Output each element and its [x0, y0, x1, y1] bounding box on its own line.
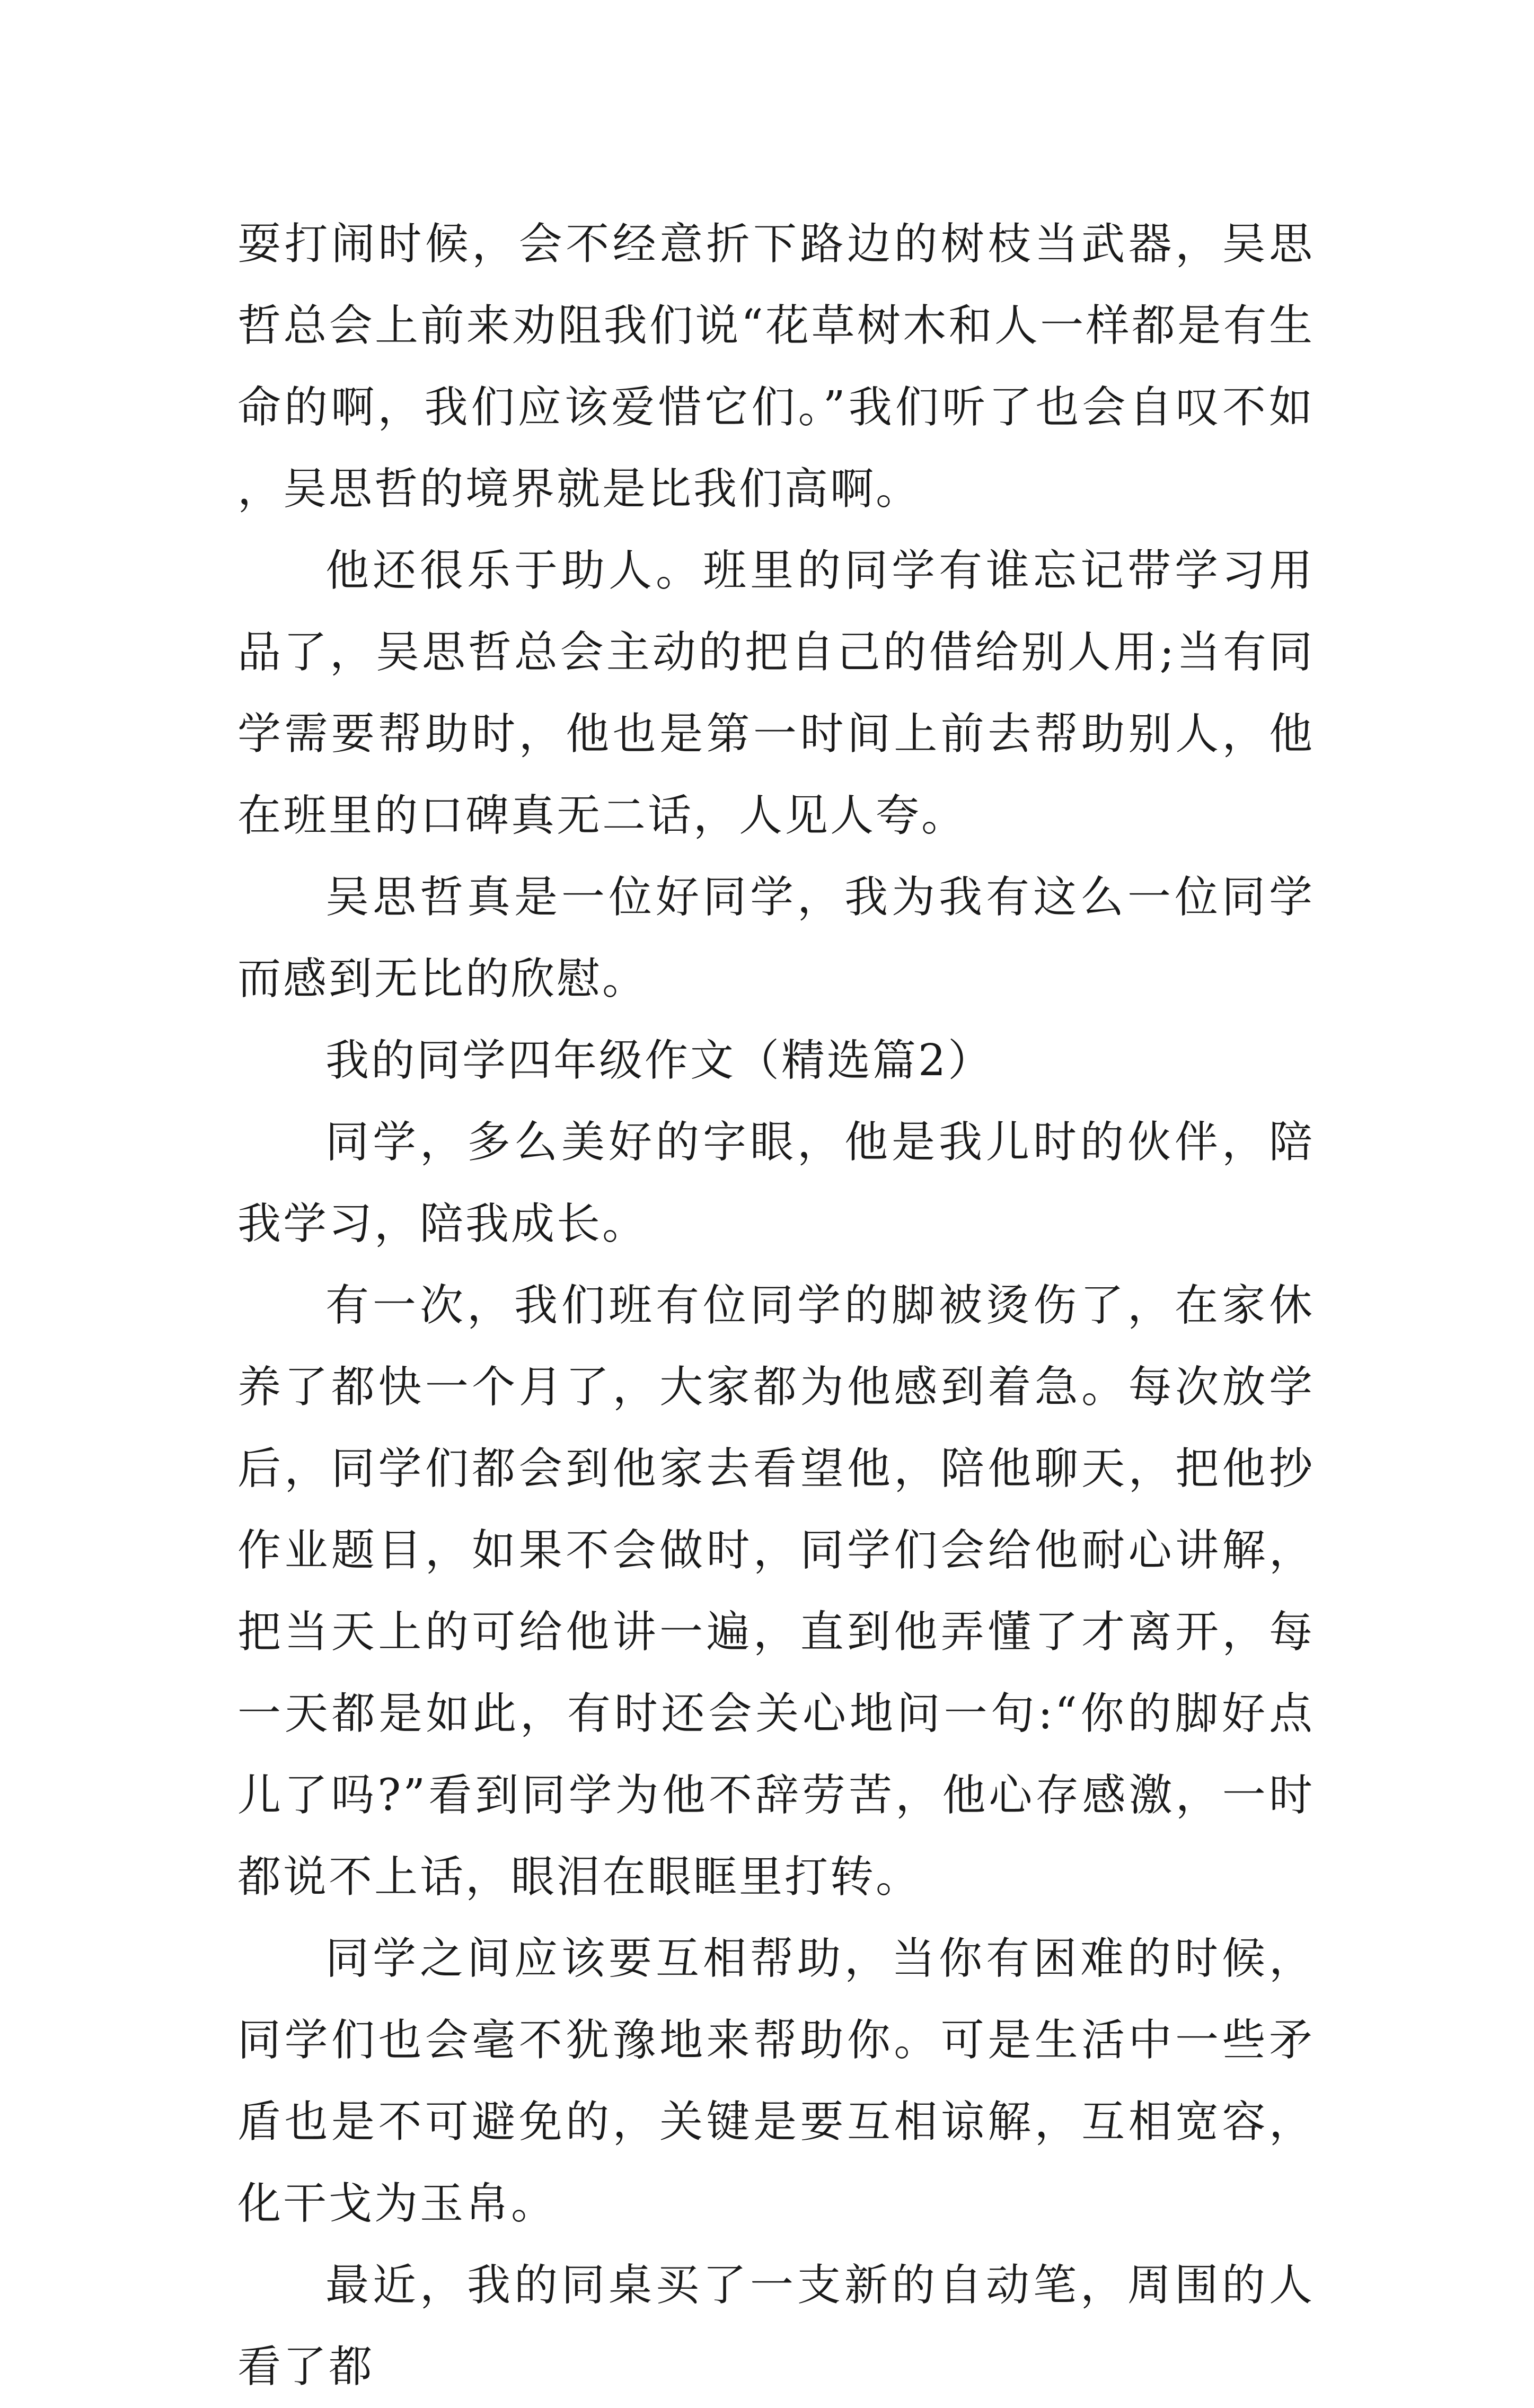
section-heading: 我的同学四年级作文（精选篇2） — [325, 1035, 994, 1086]
paragraph: 耍打闹时候，会不经意折下路边的树枝当武器，吴思哲总会上前来劝阻我们说“花草树木和人一样都是有生命的啊，我们应该爱惜它们。”我们听了也会自叹不如，吴思哲的境界就是比我们高啊。 — [237, 219, 1315, 514]
paragraph: 有一次，我们班有位同学的脚被烫伤了，在家休养了都快一个月了，大家都为他感到着急。每次放学后，同学们都会到他家去看望他，陪他聊天，把他抄作业题目，如果不会做时，同学们会给他耐心讲解，把当天上的可给他讲一遍，直到他弄懂了才离开，每一天都是如此，有时还会关心地问一句:“你的脚好点儿了吗?”看到同学为他不辞劳苦，他心存感激，一时都说不上话，眼泪在眼眶里打转。 — [237, 1280, 1315, 1902]
essay-body — [237, 204, 1315, 2408]
paragraph: 同学之间应该要互相帮助，当你有困难的时候，同学们也会毫不犹豫地来帮助你。可是生活中一些矛盾也是不可避免的，关键是要互相谅解，互相宽容，化干戈为玉帛。 — [237, 1934, 1315, 2229]
paragraph: 同学，多么美好的字眼，他是我儿时的伙伴，陪我学习，陪我成长。 — [237, 1117, 1315, 1249]
paragraph: 吴思哲真是一位好同学，我为我有这么一位同学而感到无比的欣慰。 — [237, 872, 1315, 1004]
paragraph: 他还很乐于助人。班里的同学有谁忘记带学习用品了，吴思哲总会主动的把自己的借给别人用;当有同学需要帮助时，他也是第一时间上前去帮助别人，他在班里的口碑真无二话，人见人夸。 — [237, 546, 1315, 841]
paragraph: 最近，我的同桌买了一支新的自动笔，周围的人看了都 — [237, 2260, 1315, 2392]
